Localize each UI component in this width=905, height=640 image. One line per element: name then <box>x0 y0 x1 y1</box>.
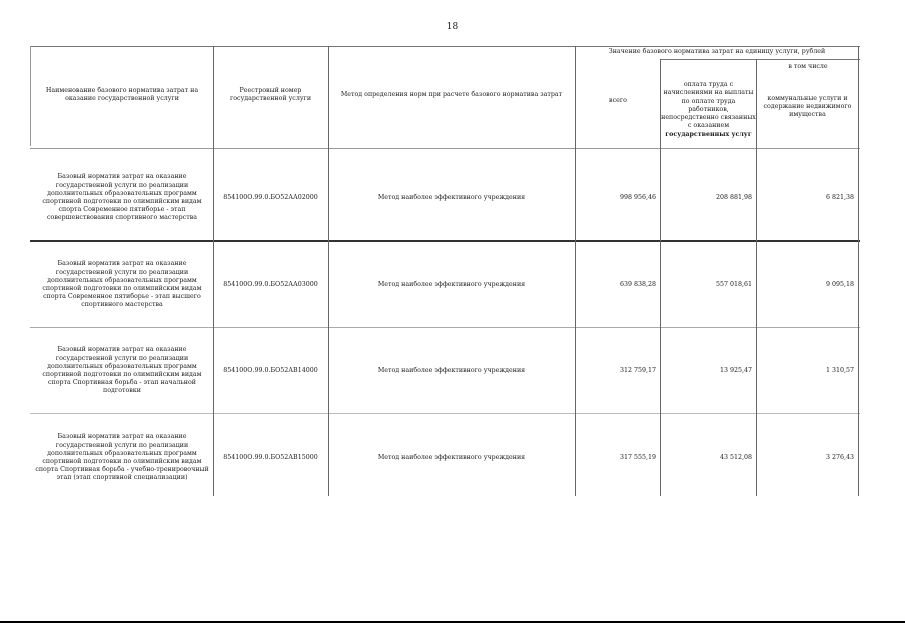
col-divider-1 <box>213 46 214 496</box>
row-4-registry: 854100О.99.0.БО52АВ15000 <box>223 453 318 461</box>
header-registry: Реестровый номер государственной услуги <box>229 86 312 102</box>
subgroup-rule <box>660 59 860 60</box>
row-3-total: 312 759,17 <box>619 366 656 374</box>
row-4-utilities: 3 276,43 <box>825 453 854 461</box>
header-including: в том числе <box>788 62 828 70</box>
row-2-name: Базовый норматив затрат на оказание государственной услуги по реализации дополнительных образовательных программ спортивной подготовки по олимпийским видам спорта Современное пятиборье - этап высшего спортивного мастерства <box>42 260 202 309</box>
header-labor <box>661 74 756 146</box>
row-divider-2 <box>30 327 860 328</box>
row-1-method: Метод наиболее эффективного учреждения <box>377 193 526 201</box>
row-4-name: Базовый норматив затрат на оказание государственной услуги по реализации дополнительных образовательных программ спортивной подготовки по олимпийским видам спорта Спортивная борьба - учебно-тренировочный этап (этап спортивной специализации) <box>35 433 209 482</box>
row-1-labor: 208 881,98 <box>715 193 752 201</box>
row-divider-1 <box>30 240 860 242</box>
row-1-utilities: 6 821,38 <box>825 193 854 201</box>
header-utilities: коммунальные услуги и содержание недвижимого имущества <box>763 94 852 119</box>
row-1-total: 998 956,46 <box>619 193 656 201</box>
col-divider-2 <box>328 46 329 496</box>
row-1-name: Базовый норматив затрат на оказание государственной услуги по реализации дополнительных образовательных программ спортивной подготовки по олимпийским видам спорта Современное пятиборье - этап совершенствования спортивного мастерства <box>42 173 202 222</box>
header-bottom-rule <box>30 148 860 149</box>
page-number: 18 <box>446 22 459 32</box>
row-3-method: Метод наиболее эффективного учреждения <box>377 366 526 374</box>
header-method: Метод определения норм при расчете базового норматива затрат <box>340 90 563 98</box>
row-4-method: Метод наиболее эффективного учреждения <box>377 453 526 461</box>
row-3-registry: 854100О.99.0.БО52АВ14000 <box>223 366 318 374</box>
row-3-name: Базовый норматив затрат на оказание государственной услуги по реализации дополнительных образовательных программ спортивной подготовки по олимпийским видам спорта Спортивная борьба - этап начальной подготовки <box>42 346 202 395</box>
header-total: всего <box>609 96 627 104</box>
row-1-registry: 854100О.99.0.БО52АА02000 <box>223 193 318 201</box>
header-labor-text: оплата труда с начислениями на выплаты по оплате труда работников, непосредственно связанных с оказанием <box>661 81 756 130</box>
row-4-total: 317 555,19 <box>619 453 656 461</box>
row-3-labor: 13 925,47 <box>719 366 752 374</box>
row-2-method: Метод наиболее эффективного учреждения <box>377 280 526 288</box>
row-divider-3 <box>30 413 860 414</box>
header-labor-bold: государственных услуг <box>665 130 752 138</box>
header-value-group: Значение базового норматива затрат на единицу услуги, рублей <box>608 47 826 55</box>
row-4-labor: 43 512,08 <box>719 453 752 461</box>
row-2-registry: 854100О.99.0.БО52АА03000 <box>223 280 318 288</box>
col-divider-3 <box>575 46 576 496</box>
row-2-total: 639 838,28 <box>619 280 656 288</box>
col-divider-6 <box>858 46 859 496</box>
header-name: Наименование базового норматива затрат на оказание государственной услуги <box>45 86 199 102</box>
page-bottom-edge <box>0 621 905 623</box>
left-edge-mark <box>30 46 31 146</box>
row-2-labor: 557 018,61 <box>715 280 752 288</box>
row-2-utilities: 9 095,18 <box>825 280 854 288</box>
row-3-utilities: 1 310,57 <box>825 366 854 374</box>
